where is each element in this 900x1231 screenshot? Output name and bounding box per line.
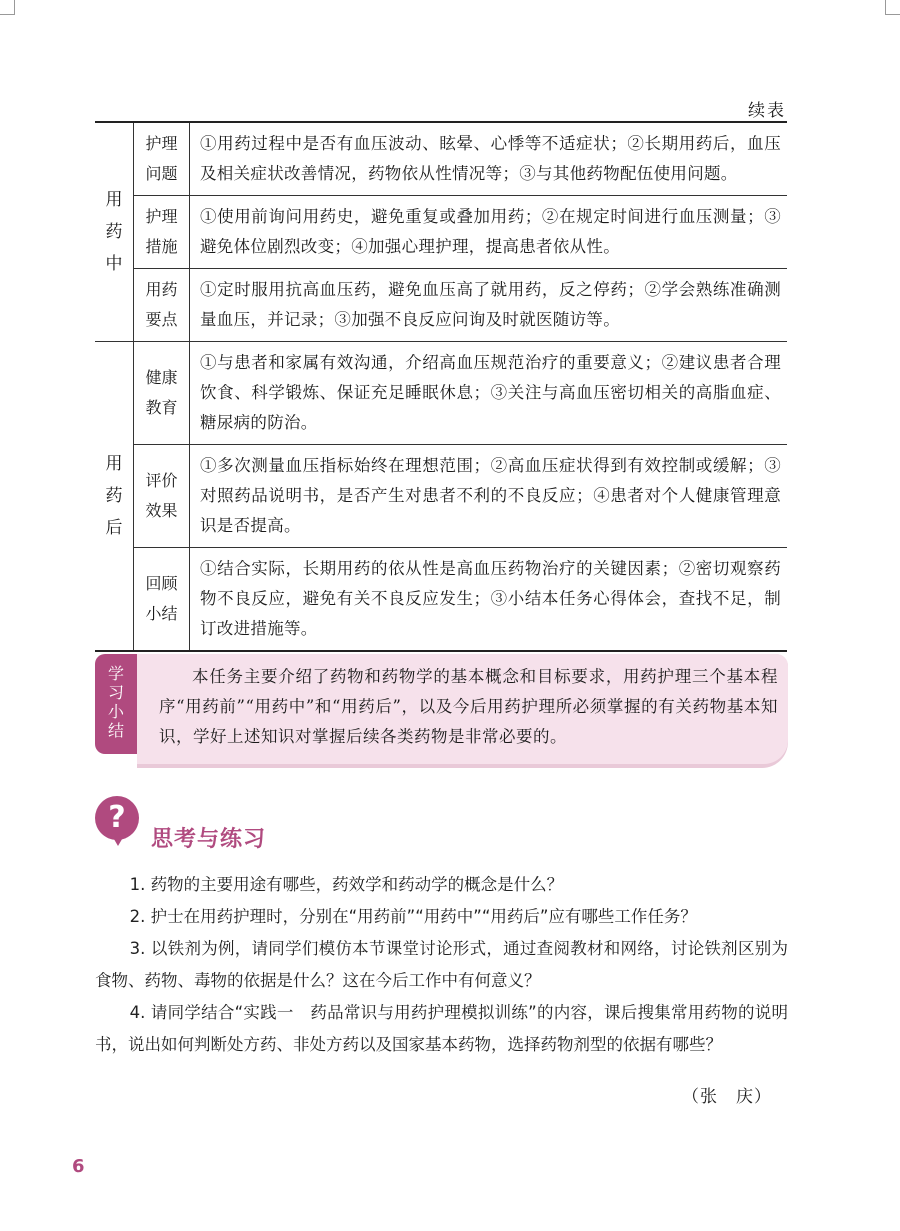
summary-tag-char: 结 xyxy=(107,721,124,740)
row-label: 健康 xyxy=(145,368,178,387)
page-number: 6 xyxy=(72,1156,85,1177)
row-label: 小结 xyxy=(145,604,178,623)
question-item: 1. 药物的主要用途有哪些，药效学和药动学的概念是什么？ xyxy=(129,875,564,894)
row-content: ①用药过程中是否有血压波动、眩晕、心悸等不适症状；②长期用药后，血压及相关症状改善情况，药物依从性情况等；③与其他药物配伍使用问题。 xyxy=(190,122,788,196)
continued-table-label: 续表 xyxy=(748,101,786,121)
row-content: ①与患者和家属有效沟通，介绍高血压规范治疗的重要意义；②建议患者合理饮食、科学锻炼、保证充足睡眠休息；③关注与高血压密切相关的高脂血症、糖尿病的防治。 xyxy=(190,342,788,445)
row-label: 问题 xyxy=(145,164,178,183)
phase-cell-after xyxy=(95,342,134,652)
row-label-cell xyxy=(134,269,190,342)
table-row xyxy=(95,122,787,196)
question-mark-glyph: ? xyxy=(108,800,126,835)
row-label-cell xyxy=(134,196,190,269)
phase-char: 中 xyxy=(105,254,123,274)
summary-tag-char: 小 xyxy=(107,702,124,721)
exercise-questions xyxy=(95,869,788,1061)
table-row xyxy=(95,196,787,269)
learning-summary-box xyxy=(95,654,788,764)
phase-char: 药 xyxy=(105,222,123,242)
medication-care-table xyxy=(95,121,787,652)
phase-char: 用 xyxy=(105,190,123,210)
row-label: 效果 xyxy=(145,501,178,520)
phase-char: 药 xyxy=(105,486,123,506)
question-mark-icon xyxy=(95,796,139,840)
crop-mark-right xyxy=(885,0,900,15)
summary-tag-char: 习 xyxy=(107,683,124,702)
row-label-cell xyxy=(134,445,190,548)
author-credit: （张 庆） xyxy=(682,1087,772,1107)
row-label: 护理 xyxy=(145,134,178,153)
row-content: ①使用前询问用药史，避免重复或叠加用药；②在规定时间进行血压测量；③避免体位剧烈改变；④加强心理护理，提高患者依从性。 xyxy=(190,196,788,269)
row-label: 用药 xyxy=(145,280,178,299)
question-item: 3. 以铁剂为例，请同学们模仿本节课堂讨论形式，通过查阅教材和网络，讨论铁剂区别为食物、药物、毒物的依据是什么？这在今后工作中有何意义？ xyxy=(95,939,788,990)
summary-tag xyxy=(95,654,137,754)
table-row xyxy=(95,548,787,652)
row-label: 回顾 xyxy=(145,574,178,593)
row-content: ①定时服用抗高血压药，避免血压高了就用药，反之停药；②学会熟练准确测量血压，并记录；③加强不良反应问询及时就医随访等。 xyxy=(190,269,788,342)
summary-text: 本任务主要介绍了药物和药物学的基本概念和目标要求，用药护理三个基本程序“用药前”“用药中”和“用药后”，以及今后用药护理所必须掌握的有关药物基本知识，学好上述知识对掌握后续各类药物是非常必要的。 xyxy=(137,654,788,764)
phase-cell-during xyxy=(95,122,134,342)
row-label: 评价 xyxy=(145,471,178,490)
table-row xyxy=(95,445,787,548)
exercise-title: 思考与练习 xyxy=(151,827,267,852)
row-label-cell xyxy=(134,548,190,652)
row-label-cell xyxy=(134,342,190,445)
question-item: 4. 请同学结合“实践一 药品常识与用药护理模拟训练”的内容，课后搜集常用药物的说明书，说出如何判断处方药、非处方药以及国家基本药物，选择药物剂型的依据有哪些？ xyxy=(95,1003,788,1054)
row-content: ①多次测量血压指标始终在理想范围；②高血压症状得到有效控制或缓解；③对照药品说明书，是否产生对患者不利的不良反应；④患者对个人健康管理意识是否提高。 xyxy=(190,445,788,548)
question-item: 2. 护士在用药护理时，分别在“用药前”“用药中”“用药后”应有哪些工作任务？ xyxy=(129,907,697,926)
row-label: 护理 xyxy=(145,207,178,226)
row-label: 教育 xyxy=(145,398,178,417)
row-label-cell xyxy=(134,122,190,196)
summary-tag-char: 学 xyxy=(107,664,124,683)
row-content: ①结合实际，长期用药的依从性是高血压药物治疗的关键因素；②密切观察药物不良反应，避免有关不良反应发生；③小结本任务心得体会，查找不足，制订改进措施等。 xyxy=(190,548,788,652)
crop-mark-left xyxy=(0,0,15,15)
table-row xyxy=(95,269,787,342)
phase-char: 后 xyxy=(105,518,123,538)
row-label: 要点 xyxy=(145,310,178,329)
table-row xyxy=(95,342,787,445)
row-label: 措施 xyxy=(145,237,178,256)
phase-char: 用 xyxy=(105,454,123,474)
